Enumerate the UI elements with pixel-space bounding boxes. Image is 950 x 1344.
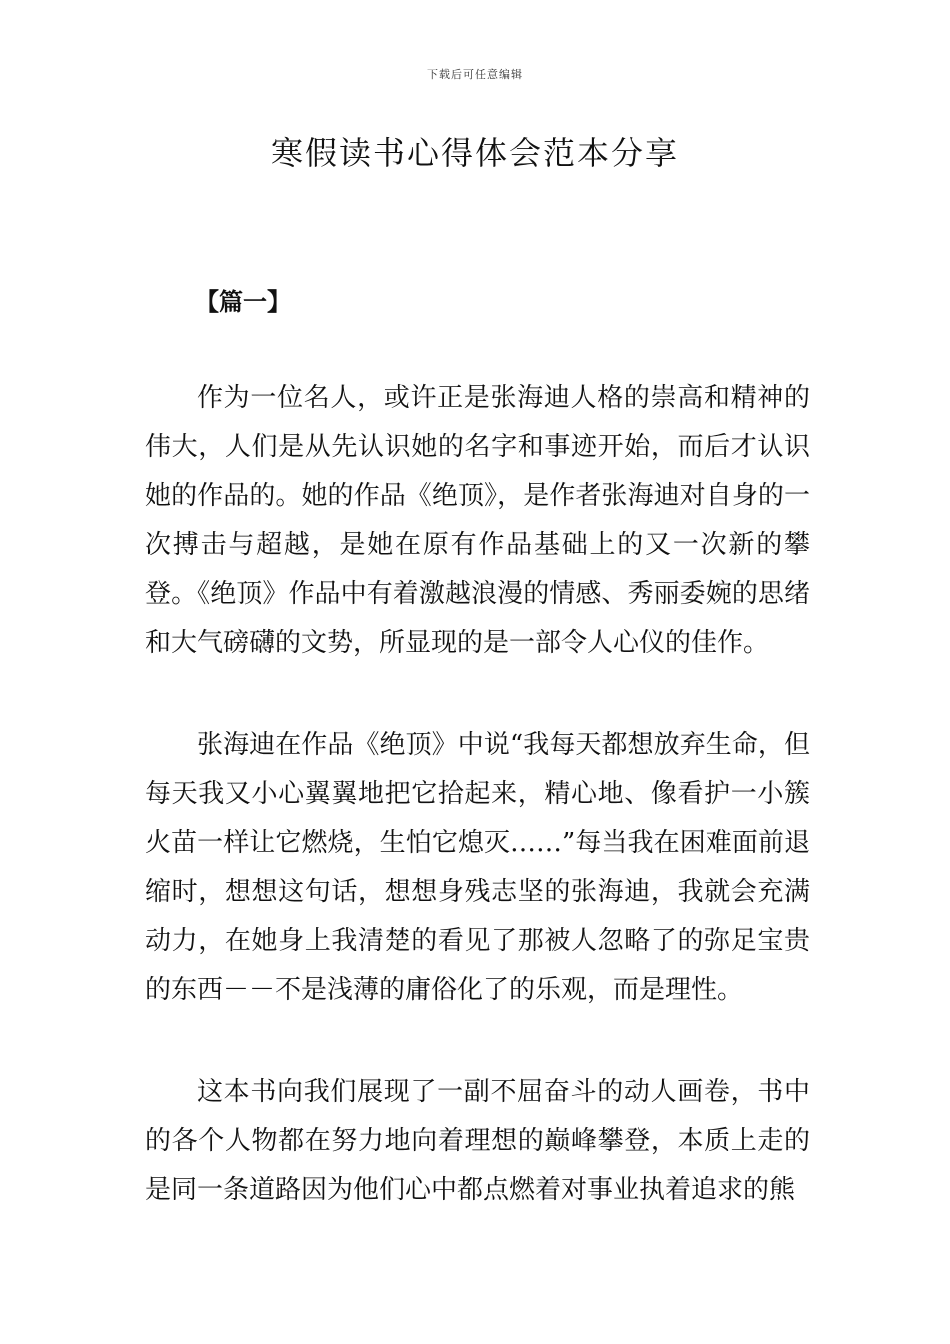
paragraph-2: 张海迪在作品《绝顶》中说“我每天都想放弃生命，但每天我又小心翼翼地把它拾起来，精心地、像看护一小簇火苗一样让它燃烧，生怕它熄灭……”每当我在困难面前退缩时，想想这句话，想想身残志坚的张海迪，我就会充满动力，在她身上我清楚的看见了那被人忽略了的弥足宝贵的东西－－不是浅薄的庸俗化了的乐观，而是理性。: [145, 730, 810, 1005]
section-heading: 【篇一】: [195, 288, 291, 316]
paragraph-1: 作为一位名人，或许正是张海迪人格的崇高和精神的伟大，人们是从先认识她的名字和事迹开始，而后才认识她的作品的。她的作品《绝顶》，是作者张海迪对自身的一次搏击与超越，是她在原有作品基础上的又一次新的攀登。《绝顶》作品中有着激越浪漫的情感、秀丽委婉的思绪和大气磅礴的文势，所显现的是一部令人心仪的佳作。: [145, 383, 810, 658]
paragraph-3: 这本书向我们展现了一副不屈奋斗的动人画卷，书中的各个人物都在努力地向着理想的巅峰攀登，本质上走的是同一条道路因为他们心中都点燃着对事业执着追求的熊: [145, 1077, 810, 1205]
document-title: 寒假读书心得体会范本分享: [270, 134, 679, 172]
header-note: 下载后可任意编辑: [427, 68, 523, 81]
